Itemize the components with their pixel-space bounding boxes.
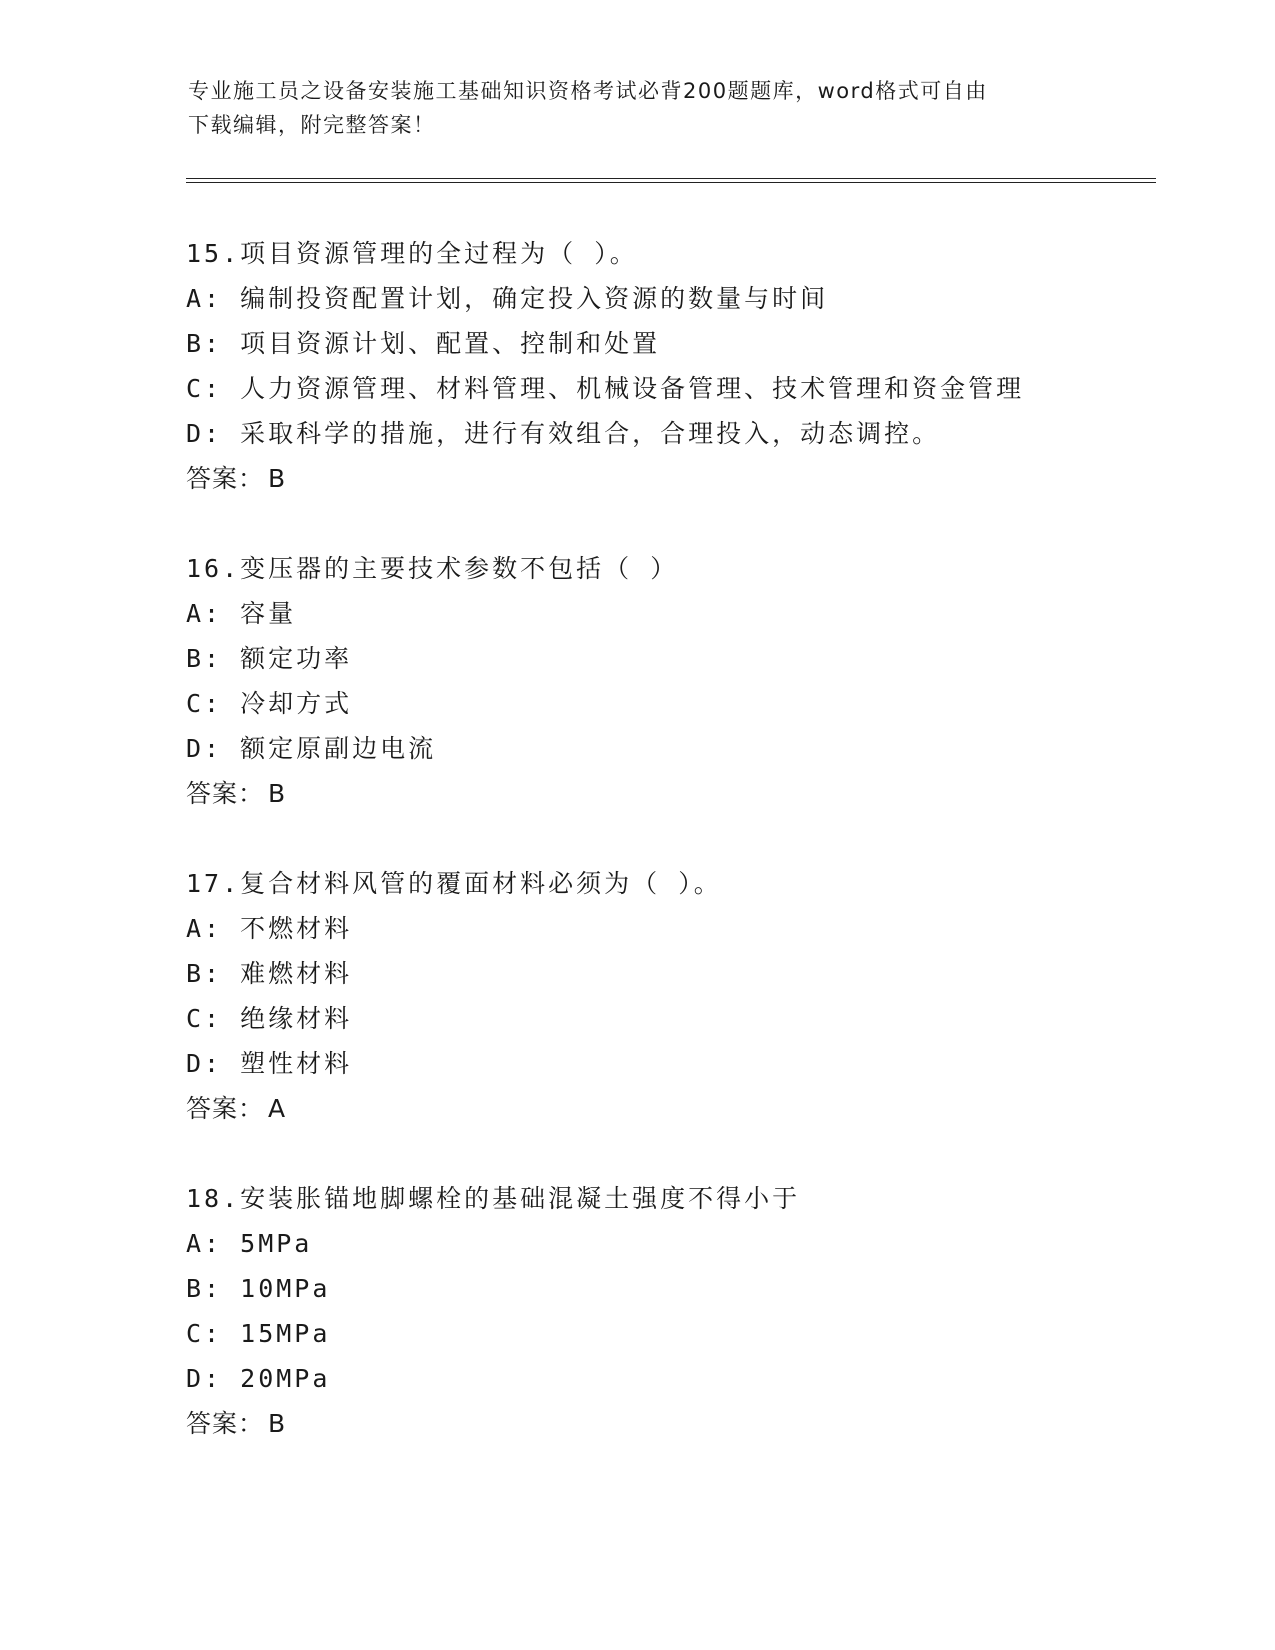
question-title: 16.变压器的主要技术参数不包括（ ）: [186, 554, 679, 583]
option-a: A: 不燃材料: [186, 914, 353, 943]
option-b: B: 额定功率: [186, 644, 353, 673]
question-15: [186, 231, 1146, 501]
option-b: B: 10MPa: [186, 1274, 331, 1303]
answer-line: [186, 456, 1146, 501]
answer-label: 答案：: [186, 779, 265, 808]
header-double-rule: [186, 178, 1156, 183]
option-c: C: 人力资源管理、材料管理、机械设备管理、技术管理和资金管理: [186, 374, 1025, 403]
option-d: D: 20MPa: [186, 1364, 331, 1393]
question-title: 18.安装胀锚地脚螺栓的基础混凝土强度不得小于: [186, 1184, 801, 1213]
answer-value: B: [268, 779, 287, 808]
question-17: [186, 861, 1146, 1131]
header-line-2: 下载编辑，附完整答案！: [188, 113, 436, 137]
question-title: 17.复合材料风管的覆面材料必须为（ ）。: [186, 869, 722, 898]
option-a: A: 5MPa: [186, 1229, 313, 1258]
option-b: B: 项目资源计划、配置、控制和处置: [186, 329, 661, 358]
option-a: A: 容量: [186, 599, 297, 628]
option-d: D: 额定原副边电流: [186, 734, 437, 763]
answer-value: A: [268, 1094, 287, 1123]
option-d: D: 采取科学的措施，进行有效组合，合理投入，动态调控。: [186, 419, 941, 448]
option-c: C: 冷却方式: [186, 689, 353, 718]
option-a: A: 编制投资配置计划，确定投入资源的数量与时间: [186, 284, 829, 313]
answer-label: 答案：: [186, 1409, 265, 1438]
document-header: [188, 74, 1068, 142]
option-b: B: 难燃材料: [186, 959, 353, 988]
header-line-1: 专业施工员之设备安装施工基础知识资格考试必背200题题库，word格式可自由: [188, 79, 988, 103]
answer-label: 答案：: [186, 1094, 265, 1123]
answer-line: [186, 1401, 1146, 1446]
question-18: [186, 1176, 1146, 1446]
question-title: 15.项目资源管理的全过程为（ ）。: [186, 239, 638, 268]
option-c: C: 绝缘材料: [186, 1004, 353, 1033]
answer-line: [186, 1086, 1146, 1131]
answer-label: 答案：: [186, 464, 265, 493]
answer-value: B: [268, 464, 287, 493]
answer-line: [186, 771, 1146, 816]
option-c: C: 15MPa: [186, 1319, 331, 1348]
answer-value: B: [268, 1409, 287, 1438]
question-16: [186, 546, 1146, 816]
option-d: D: 塑性材料: [186, 1049, 353, 1078]
